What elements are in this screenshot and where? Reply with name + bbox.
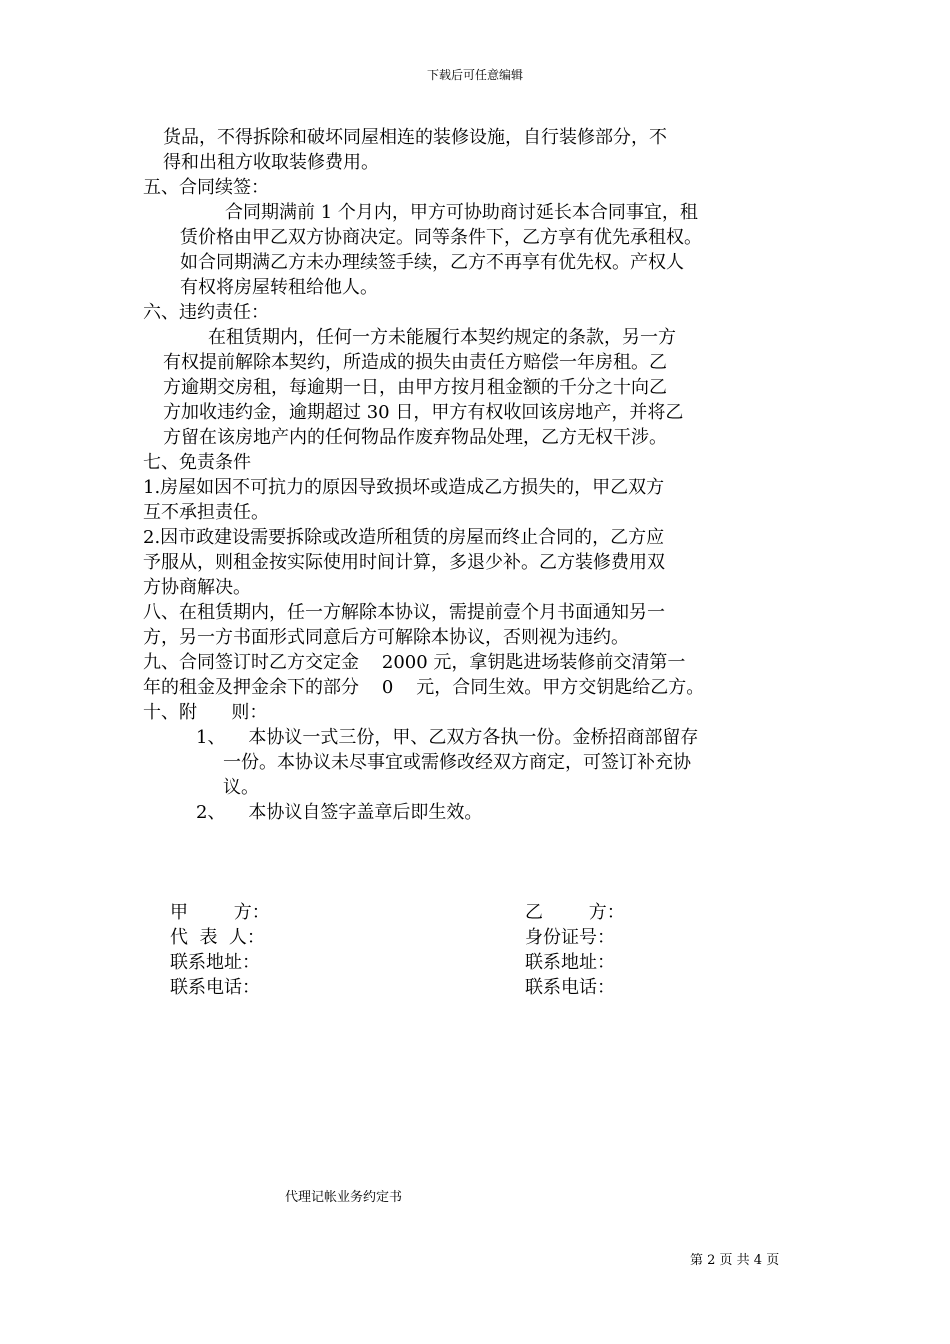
body-line: 2、 本协议自签字盖章后即生效。 <box>196 802 483 823</box>
body-line: 在租赁期内，任何一方未能履行本契约规定的条款，另一方 <box>208 327 676 348</box>
section-heading: 五、合同续签： <box>143 177 269 198</box>
body-line: 赁价格由甲乙双方协商决定。同等条件下，乙方享有优先承租权。 <box>180 227 702 248</box>
body-line: 方协商解决。 <box>143 577 251 598</box>
section-heading: 九、合同签订时乙方交定金 2000 元，拿钥匙进场装修前交清第一 <box>143 652 686 673</box>
section-heading: 八、在租赁期内，任一方解除本协议，需提前壹个月书面通知另一 <box>143 602 665 623</box>
body-line: 议。 <box>223 777 259 798</box>
party-b-address-label: 联系地址： <box>525 952 615 973</box>
party-a-address-label: 联系地址： <box>170 952 260 973</box>
body-line: 2.因市政建设需要拆除或改造所租赁的房屋而终止合同的，乙方应 <box>143 527 665 548</box>
section-heading: 六、违约责任： <box>143 302 269 323</box>
id-number-label: 身份证号： <box>525 927 615 948</box>
party-a-phone-label: 联系电话： <box>170 977 260 998</box>
page-header: 下载后可任意编辑 <box>426 68 523 82</box>
body-line: 有权提前解除本契约，所造成的损失由责任方赔偿一年房租。乙 <box>163 352 667 373</box>
body-line: 1、 本协议一式三份，甲、乙双方各执一份。金桥招商部留存 <box>196 727 699 748</box>
body-line: 合同期满前 1 个月内，甲方可协助商讨延长本合同事宜，租 <box>225 202 698 223</box>
party-a-label: 甲 方： <box>170 902 270 923</box>
body-line: 予服从，则租金按实际使用时间计算，多退少补。乙方装修费用双 <box>143 552 665 573</box>
footer-title: 代理记帐业务约定书 <box>285 1190 403 1205</box>
body-line: 方加收违约金，逾期超过 30 日，甲方有权收回该房地产，并将乙 <box>163 402 684 423</box>
section-heading: 十、附 则： <box>143 702 268 723</box>
body-line: 方，另一方书面形式同意后方可解除本协议，否则视为违约。 <box>143 627 629 648</box>
body-line: 年的租金及押金余下的部分 0 元，合同生效。甲方交钥匙给乙方。 <box>143 677 705 698</box>
party-b-phone-label: 联系电话： <box>525 977 615 998</box>
representative-label: 代 表 人： <box>170 927 265 948</box>
body-line: 方留在该房地产内的任何物品作废弃物品处理，乙方无权干涉。 <box>163 427 667 448</box>
body-line: 一份。本协议未尽事宜或需修改经双方商定，可签订补充协 <box>223 752 691 773</box>
body-line: 货品，不得拆除和破坏同屋相连的装修设施，自行装修部分，不 <box>163 127 667 148</box>
body-line: 如合同期满乙方未办理续签手续，乙方不再享有优先权。产权人 <box>180 252 684 273</box>
body-line: 有权将房屋转租给他人。 <box>180 277 378 298</box>
party-b-label: 乙 方： <box>525 902 625 923</box>
body-line: 1.房屋如因不可抗力的原因导致损坏或造成乙方损失的，甲乙双方 <box>143 477 665 498</box>
body-line: 得和出租方收取装修费用。 <box>163 152 379 173</box>
body-line: 互不承担责任。 <box>143 502 269 523</box>
body-line: 方逾期交房租，每逾期一日，由甲方按月租金额的千分之十向乙 <box>163 377 667 398</box>
section-heading: 七、免责条件 <box>143 452 251 473</box>
page-number: 第 2 页 共 4 页 <box>690 1253 780 1268</box>
